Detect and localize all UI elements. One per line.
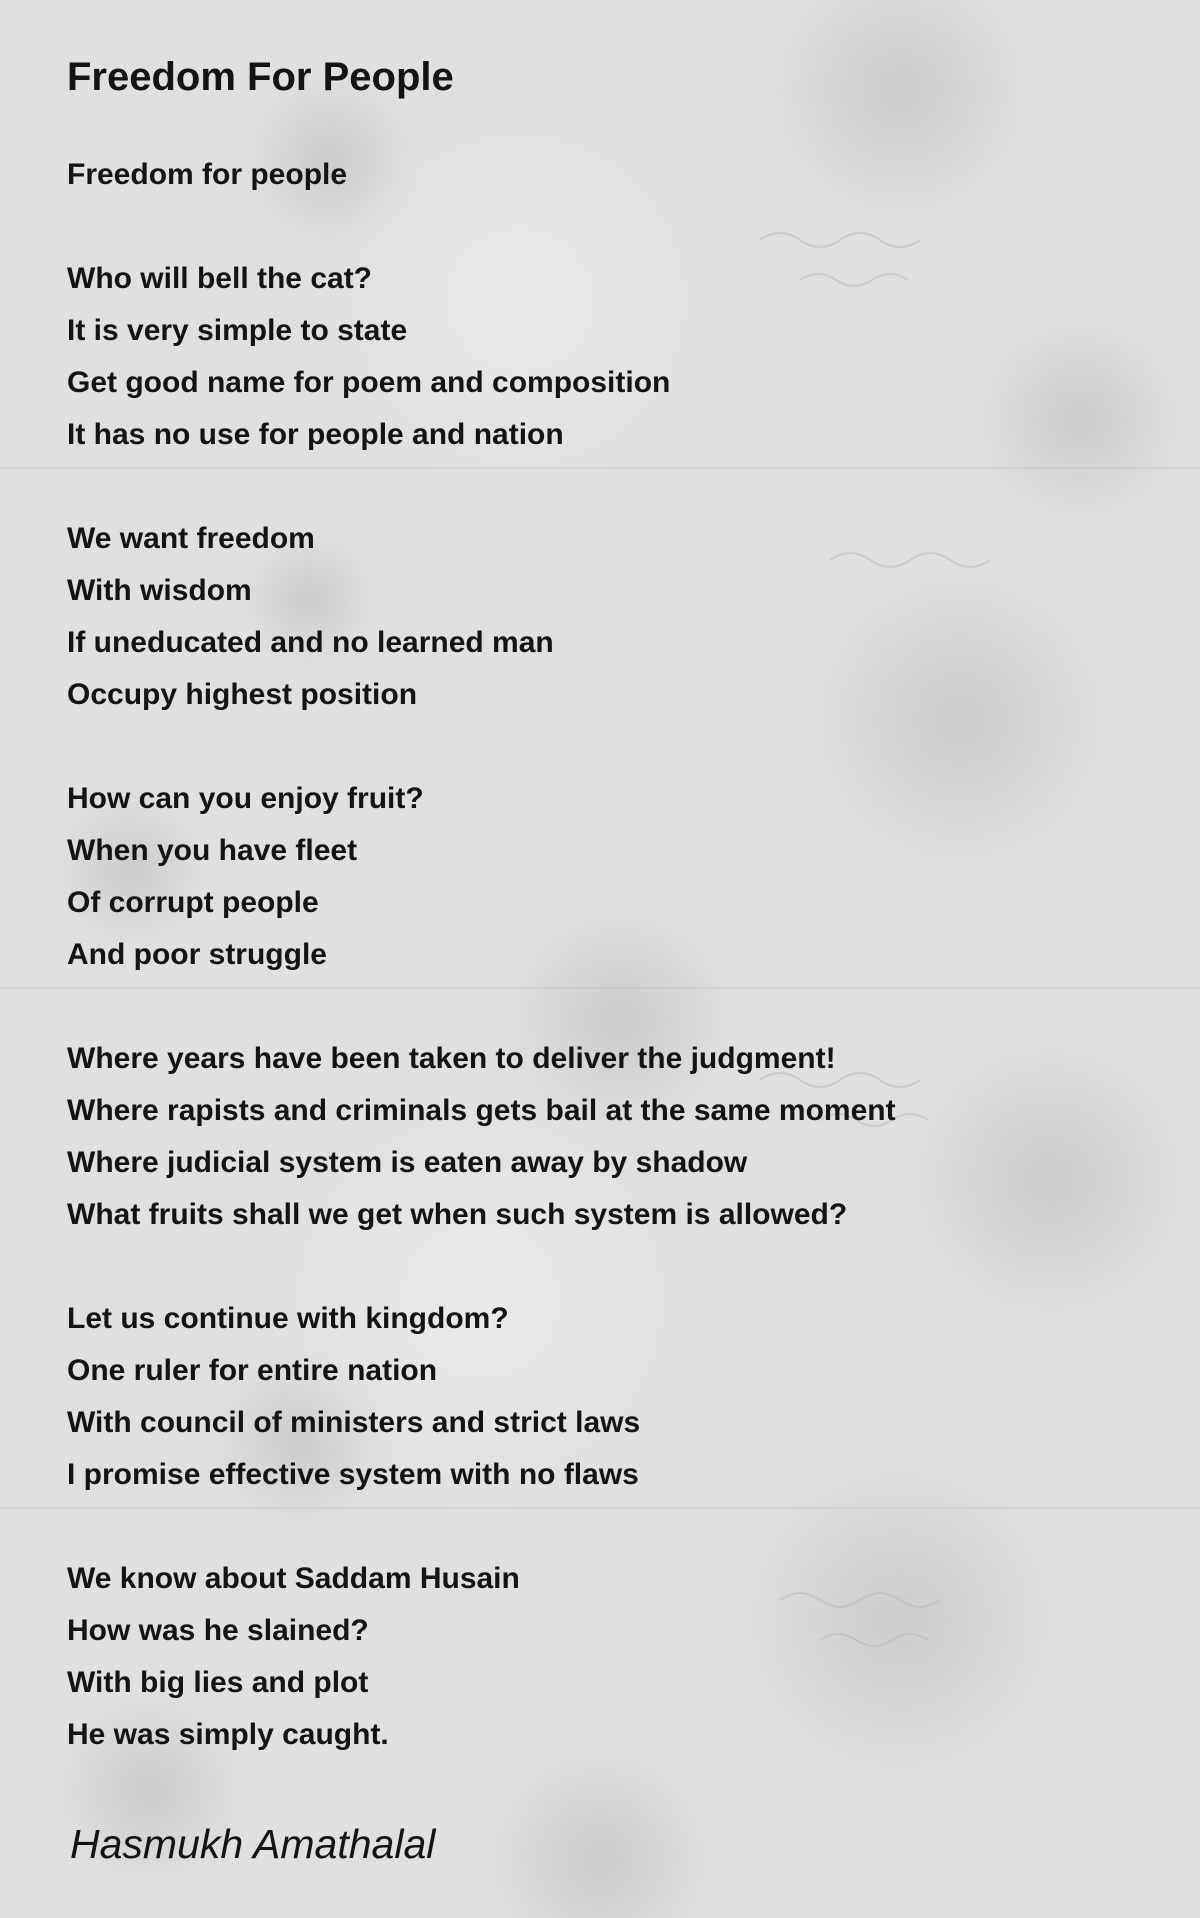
- poem-line: With wisdom: [67, 574, 252, 607]
- poem-title: Freedom For People: [67, 55, 454, 99]
- poem-line: When you have fleet: [67, 834, 358, 867]
- poem-line: It has no use for people and nation: [67, 418, 564, 451]
- poem-stanza: [67, 773, 896, 981]
- poem-stanza: [67, 513, 896, 721]
- poem-body: [67, 149, 896, 1813]
- poem-stanza: [67, 149, 896, 201]
- poem-stanza: [67, 1293, 896, 1501]
- poem-line: Occupy highest position: [67, 678, 418, 711]
- poem-line: Where years have been taken to deliver the judgment!: [67, 1042, 836, 1075]
- poem-line: Where rapists and criminals gets bail at the same moment: [67, 1094, 896, 1127]
- poem-line: What fruits shall we get when such system is allowed?: [67, 1198, 848, 1231]
- poem-line: If uneducated and no learned man: [67, 626, 554, 659]
- poem-line: How can you enjoy fruit?: [67, 782, 424, 815]
- poem-line: How was he slained?: [67, 1614, 369, 1647]
- poem-line: We want freedom: [67, 522, 315, 555]
- poem-line: Of corrupt people: [67, 886, 319, 919]
- poem-author: Hasmukh Amathalal: [70, 1821, 436, 1867]
- poem-line: One ruler for entire nation: [67, 1354, 438, 1387]
- poem-line: With big lies and plot: [67, 1666, 369, 1699]
- poem-line: It is very simple to state: [67, 314, 408, 347]
- poem-line: And poor struggle: [67, 938, 327, 971]
- poem-stanza: [67, 253, 896, 461]
- poem-stanza: [67, 1033, 896, 1241]
- poem-stanza: [67, 1553, 896, 1761]
- poem-line: Get good name for poem and composition: [67, 366, 671, 399]
- poem-line: Where judicial system is eaten away by shadow: [67, 1146, 748, 1179]
- poem-line: We know about Saddam Husain: [67, 1562, 520, 1595]
- poem-line: Let us continue with kingdom?: [67, 1302, 509, 1335]
- poem-line: I promise effective system with no flaws: [67, 1458, 639, 1491]
- poem-line: With council of ministers and strict laws: [67, 1406, 641, 1439]
- poem-line: He was simply caught.: [67, 1718, 389, 1751]
- poem-line: Who will bell the cat?: [67, 262, 373, 295]
- poem-line: Freedom for people: [67, 158, 348, 191]
